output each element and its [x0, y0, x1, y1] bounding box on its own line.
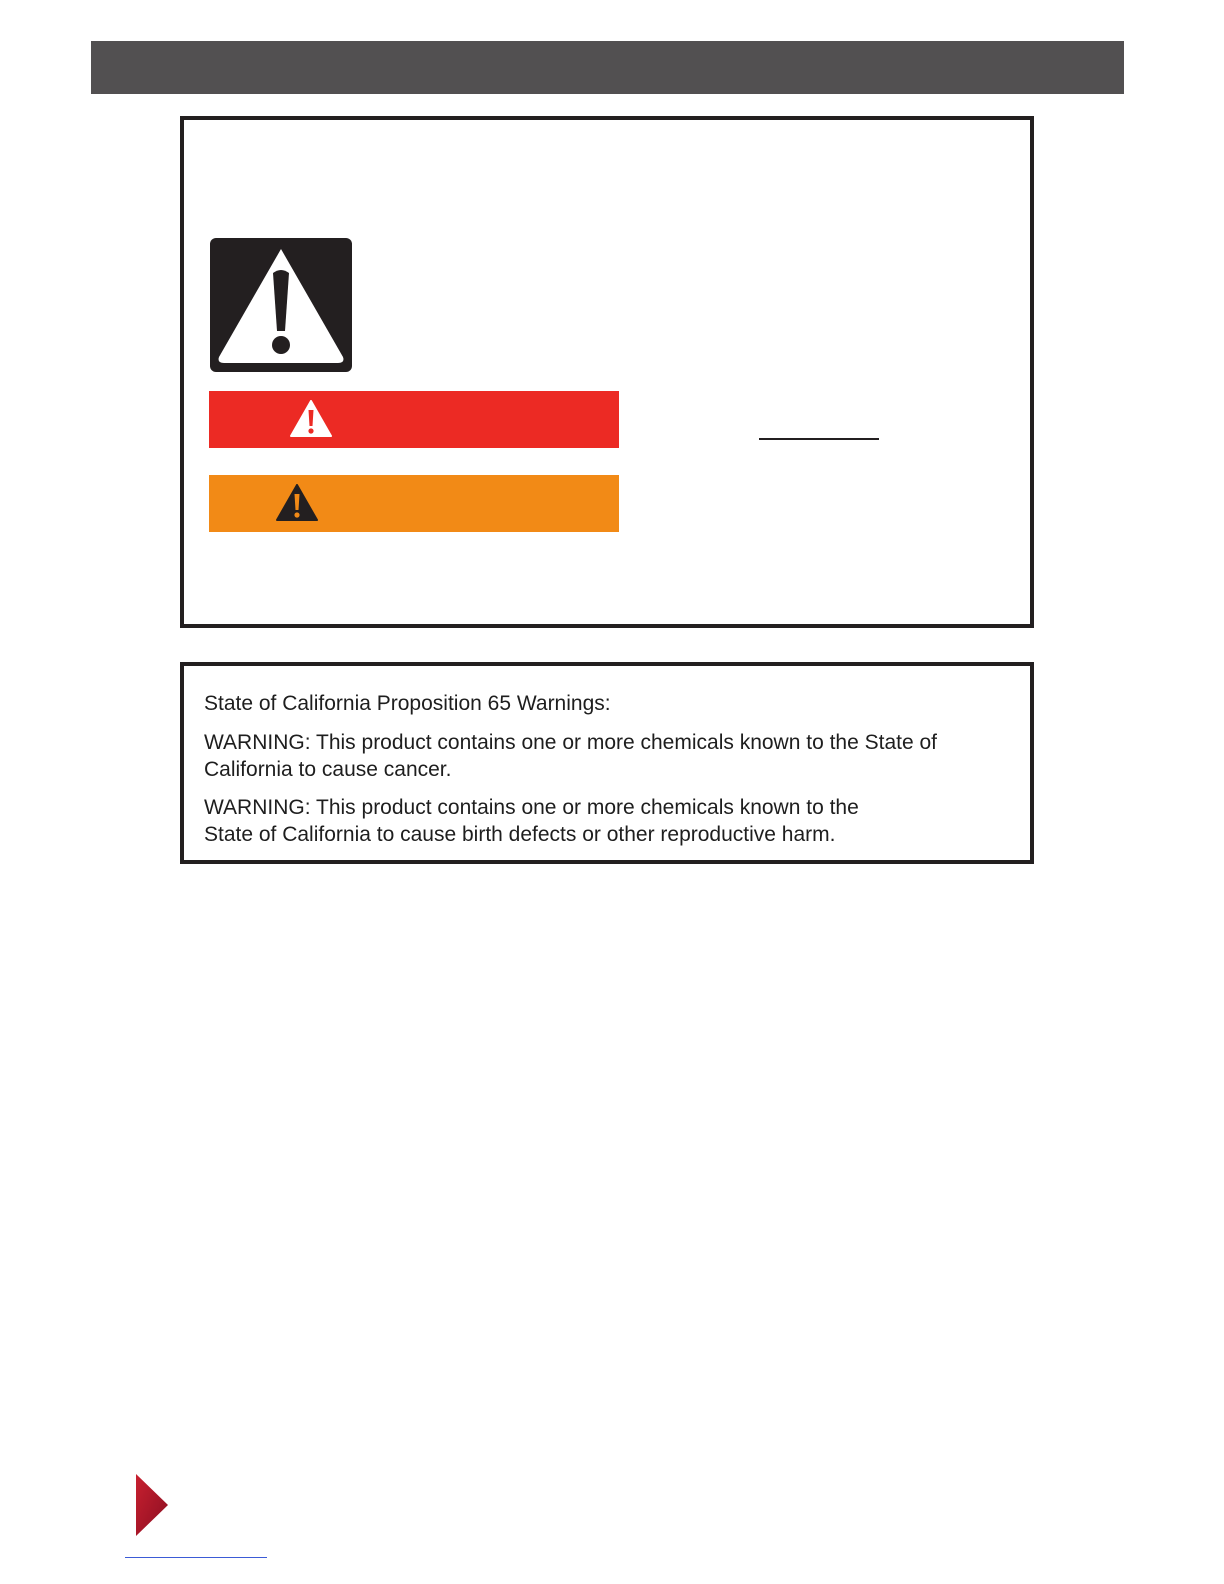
safety-alert-symbol-icon [210, 238, 352, 372]
warning-triangle-icon [276, 484, 318, 522]
footer-rule [125, 1557, 267, 1558]
cancer-warning-line-1: WARNING: This product contains one or more chemicals known to the State of [204, 731, 937, 754]
danger-signal-bar [209, 391, 619, 448]
product-safety-box [180, 116, 1034, 628]
section-header-bar [91, 41, 1124, 94]
reproductive-warning-line-2: State of California to cause birth defects or other reproductive harm. [204, 823, 836, 846]
cancer-warning-line-2: California to cause cancer. [204, 758, 452, 781]
alert-triangle-graphic [215, 243, 347, 367]
prop65-warning-box [180, 662, 1034, 864]
reproductive-warning-line-1: WARNING: This product contains one or more chemicals known to the [204, 796, 859, 819]
page-arrow-icon[interactable] [136, 1474, 168, 1536]
underline-rule [759, 438, 879, 440]
warning-triangle-icon [290, 400, 332, 438]
warning-signal-bar [209, 475, 619, 532]
cancer-warning [204, 729, 1014, 783]
reproductive-harm-warning [204, 794, 1014, 848]
prop65-title: State of California Proposition 65 Warnings: [204, 692, 611, 715]
